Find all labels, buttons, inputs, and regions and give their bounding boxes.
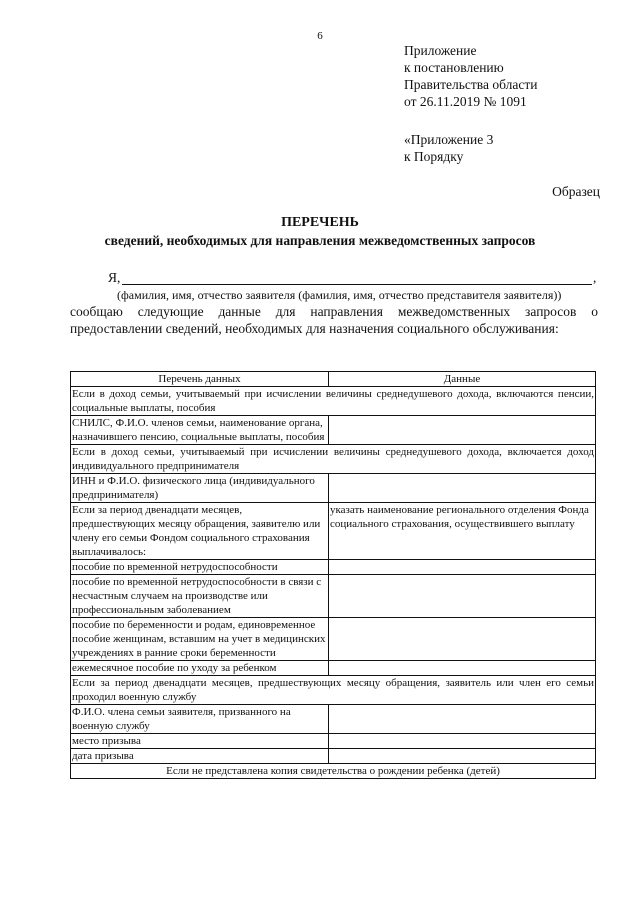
table-row bbox=[71, 749, 596, 764]
table-row bbox=[71, 575, 596, 618]
table-row bbox=[71, 503, 596, 560]
row-value-field[interactable] bbox=[329, 474, 596, 503]
row-value-field[interactable]: указать наименование регионального отделения Фонда социального страхования, осуществившего выплату bbox=[329, 503, 596, 560]
row-value-field[interactable] bbox=[329, 734, 596, 749]
row-label: пособие по временной нетрудоспособности bbox=[71, 560, 329, 575]
annex-block bbox=[404, 42, 537, 110]
document-subtitle: сведений, необходимых для направления межведомственных запросов bbox=[104, 233, 536, 248]
section-heading: Если в доход семьи, учитываемый при исчислении величины среднедушевого дохода, включаются пенсии, социальные выплаты, пособия bbox=[72, 388, 594, 414]
page-number: 6 bbox=[317, 30, 323, 42]
table-row bbox=[71, 764, 596, 779]
row-label: Ф.И.О. члена семьи заявителя, призванного на военную службу bbox=[71, 705, 329, 734]
row-label: СНИЛС, Ф.И.О. членов семьи, наименование органа, назначившего пенсию, социальные выплаты, пособия bbox=[71, 416, 329, 445]
table-header-row bbox=[71, 372, 596, 387]
row-label: место призыва bbox=[71, 734, 329, 749]
intro-paragraph bbox=[70, 303, 598, 337]
applicant-hint: (фамилия, имя, отчество заявителя (фамилия, имя, отчество представителя заявителя)) bbox=[117, 288, 562, 302]
document-title: ПЕРЕЧЕНЬ bbox=[281, 215, 359, 230]
row-value-field[interactable] bbox=[329, 661, 596, 676]
row-label: пособие по беременности и родам, единовременное пособие женщинам, вставшим на учет в медицинских учреждениях в ранние сроки беременности bbox=[71, 618, 329, 661]
row-label: ИНН и Ф.И.О. физического лица (индивидуального предпринимателя) bbox=[71, 474, 329, 503]
row-value-field[interactable] bbox=[329, 416, 596, 445]
row-value-field[interactable] bbox=[329, 705, 596, 734]
table-row bbox=[71, 618, 596, 661]
intro-text: сообщаю следующие данные для направления межведомственных запросов о предоставлении сведений, необходимых для назначения социального обслуживания: bbox=[70, 304, 598, 336]
table-row bbox=[71, 445, 596, 474]
section-heading: Если за период двенадцати месяцев, предшествующих месяцу обращения, заявитель или член его семьи проходил военную службу bbox=[72, 677, 594, 703]
annex-line: Правительства области bbox=[404, 77, 538, 92]
annex3-block bbox=[404, 131, 493, 165]
table-row bbox=[71, 705, 596, 734]
table-row bbox=[71, 734, 596, 749]
applicant-prefix: Я, bbox=[108, 270, 121, 285]
row-label: пособие по временной нетрудоспособности в связи с несчастным случаем на производстве или профессиональным заболеванием bbox=[71, 575, 329, 618]
row-label: ежемесячное пособие по уходу за ребенком bbox=[71, 661, 329, 676]
header-list: Перечень данных bbox=[71, 372, 329, 387]
section-heading: Если не представлена копия свидетельства о рождении ребенка (детей) bbox=[71, 764, 596, 779]
row-value-field[interactable] bbox=[329, 749, 596, 764]
table-row bbox=[71, 387, 596, 416]
row-value-field[interactable] bbox=[329, 618, 596, 661]
annex3-line: к Порядку bbox=[404, 149, 464, 164]
applicant-name-field[interactable] bbox=[122, 284, 592, 285]
section-heading: Если в доход семьи, учитываемый при исчислении величины среднедушевого дохода, включается доход индивидуального предпринимателя bbox=[72, 446, 594, 472]
table-row bbox=[71, 416, 596, 445]
data-table bbox=[70, 371, 596, 779]
table-row bbox=[71, 474, 596, 503]
annex-line: от 26.11.2019 № 1091 bbox=[404, 94, 527, 109]
row-value-field[interactable] bbox=[329, 560, 596, 575]
annex-line: к постановлению bbox=[404, 60, 504, 75]
table-row bbox=[71, 661, 596, 676]
table-row bbox=[71, 676, 596, 705]
table-row bbox=[71, 560, 596, 575]
annex3-line: «Приложение 3 bbox=[404, 132, 494, 147]
row-value-field[interactable] bbox=[329, 575, 596, 618]
sample-label: Образец bbox=[552, 184, 600, 199]
header-data: Данные bbox=[329, 372, 596, 387]
row-label: дата призыва bbox=[71, 749, 329, 764]
annex-line: Приложение bbox=[404, 43, 477, 58]
applicant-suffix: , bbox=[593, 270, 597, 285]
row-label: Если за период двенадцати месяцев, предшествующих месяцу обращения, заявителю или члену его семьи Фондом социального страхования выплачивалось: bbox=[71, 503, 329, 560]
